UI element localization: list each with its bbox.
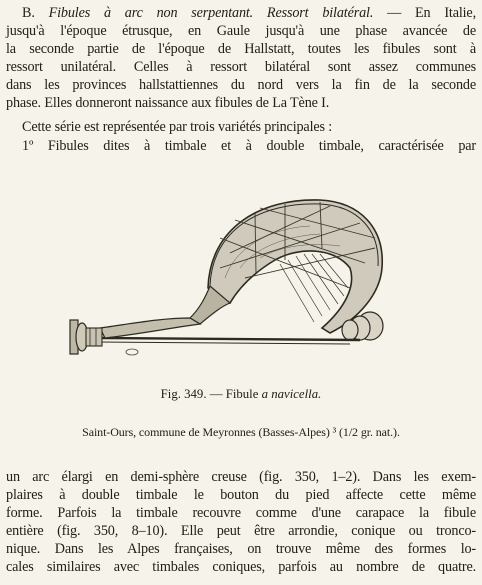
body-line: la seconde partie de l'époque de Hallstatt, toutes les fibules sont à xyxy=(6,41,476,57)
body-line: nique. Dans les Alpes françaises, on trouve même des formes lo- xyxy=(6,541,476,557)
body-line: entière (fig. 350, 8–10). Elle peut être arrondie, conique ou tronco- xyxy=(6,523,476,539)
fibula-illustration xyxy=(60,168,400,373)
body-line: forme. Parfois la timbale recouvre comme d'une carapace la fibule xyxy=(6,505,476,521)
body-line: plaires à double timbale le bouton du pied affecte cette même xyxy=(6,487,476,503)
body-line: cales similaires avec timbales coniques, parfois au nombre de quatre. xyxy=(6,559,476,575)
figure-caption-italic: a navicella. xyxy=(261,387,322,401)
section-heading-rest: — En Italie, xyxy=(373,5,476,21)
figure-source: Saint-Ours, commune de Meyronnes (Basses-Alpes) ³ (1/2 gr. nat.). xyxy=(82,425,400,439)
body-line: dans les provinces hallstattiennes du nord vers la fin de la seconde xyxy=(6,77,476,93)
section-letter: B. xyxy=(22,5,35,21)
body-line: ressort unilatéral. Celles à ressort bilatéral sont assez communes xyxy=(6,59,476,75)
body-line: jusqu'à l'époque étrusque, en Gaule jusqu'à une phase avancée de xyxy=(6,23,476,39)
body-line: un arc élargi en demi-sphère creuse (fig. 350, 1–2). Dans les exem- xyxy=(6,469,476,485)
fibula-drawing xyxy=(60,168,400,373)
section-heading-line xyxy=(6,4,476,22)
body-line: phase. Elles donneront naissance aux fibules de La Tène I. xyxy=(6,95,330,111)
figure-caption-prefix: Fig. 349. — Fibule xyxy=(160,387,259,401)
paragraph-first-variety: 1º Fibules dites à timbale et à double timbale, caractérisée par xyxy=(22,138,476,154)
figure-caption xyxy=(0,386,482,402)
section-heading-italic: Fibules à arc non serpentant. Ressort bilatéral. xyxy=(48,5,374,21)
paragraph-varieties: Cette série est représentée par trois variétés principales : xyxy=(22,119,333,135)
